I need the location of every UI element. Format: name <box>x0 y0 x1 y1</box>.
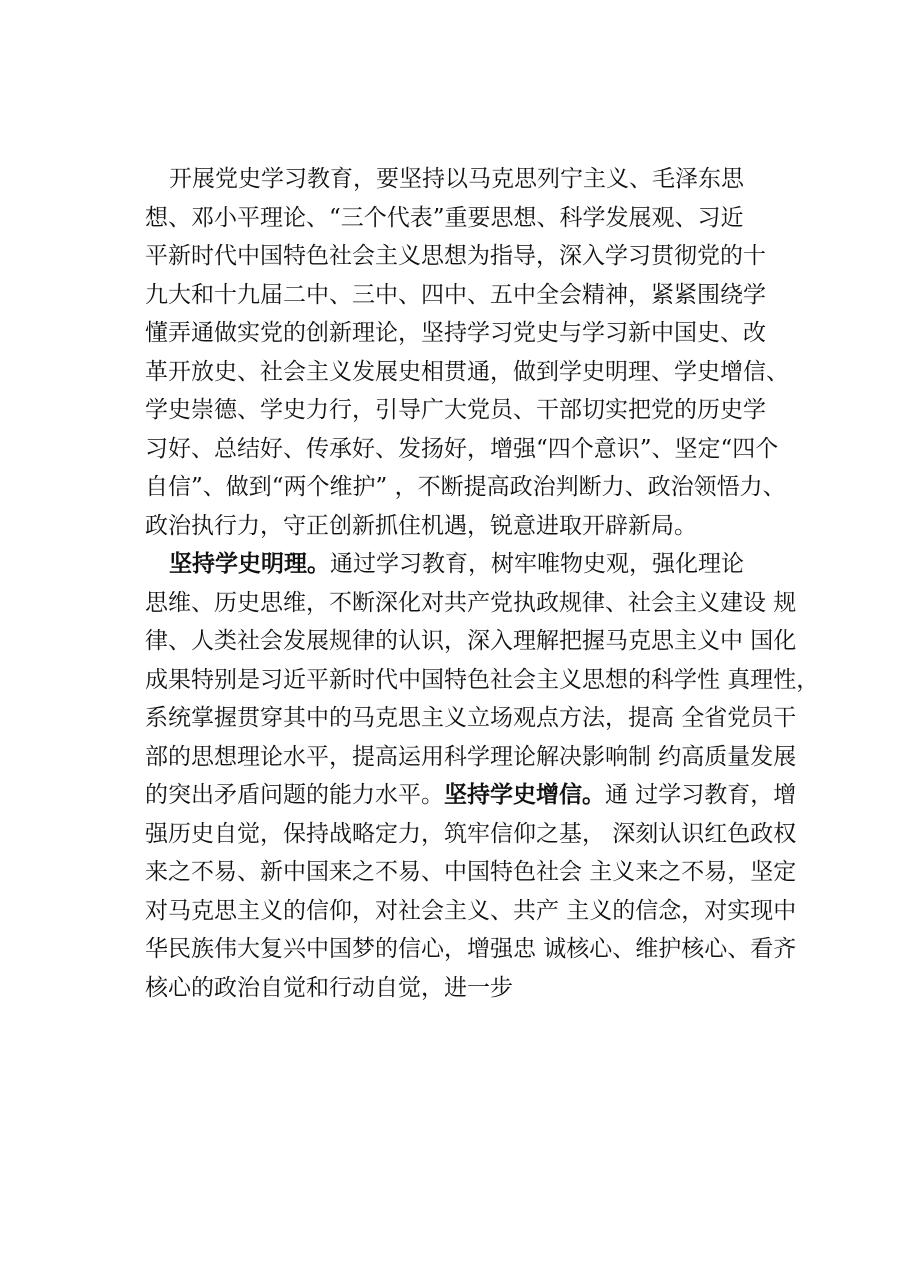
paragraph-2-line: 成果特别是习近平新时代中国特色社会主义思想的科学性 真理性， <box>145 666 820 693</box>
paragraph-2-text: 通过学习教育，树牢唯物史观，强化理论 <box>330 551 744 577</box>
paragraph-2-line: 华民族伟大复兴中国梦的信心，增强忠 诚核心、维护核心、看齐 <box>145 936 797 962</box>
paragraph-2-line: 部的思想理论水平，提高运用科学理论解决影响制 约高质量发展 <box>145 743 797 770</box>
paragraph-2-line: 律、人类社会发展规律的认识，深入理解把握马克思主义中 国化 <box>145 628 797 654</box>
paragraph-1-line: 政治执行力，守正创新抓住机遇，锐意进取开辟新局。 <box>145 512 697 539</box>
paragraph-1-line: 革开放史、社会主义发展史相贯通，做到学史明理、学史增信、 <box>145 358 789 385</box>
paragraph-1-line: 懂弄通做实党的创新理论，坚持学习党史与学习新中国史、改 <box>145 320 766 346</box>
paragraph-1-line: 九大和十九届二中、三中、四中、五中全会精神，紧紧围绕学 <box>145 281 766 308</box>
paragraph-1-line: 自信”、做到“两个维护” ，不断提高政治判断力、政治领悟力、 <box>145 474 786 500</box>
paragraph-1-line: 想、邓小平理论、“三个代表”重要思想、科学发展观、习近 <box>145 204 744 231</box>
paragraph-2-text: 通 过学习教育，增 <box>605 782 797 808</box>
paragraph-2-line <box>145 776 825 815</box>
paragraph-2-line: 对马克思主义的信仰，对社会主义、共产 主义的信念，对实现中 <box>145 897 797 924</box>
paragraph-2-line: 思维、历史思维，不断深化对共产党执政规律、社会主义建设 规 <box>145 589 797 616</box>
body-text <box>145 160 825 1007</box>
heading-xueshi-zengxin: 坚持学史增信。 <box>444 782 605 808</box>
heading-xueshi-mingli: 坚持学史明理。 <box>169 551 330 577</box>
paragraph-2-text: 的突出矛盾问题的能力水平。 <box>145 782 444 808</box>
paragraph-1-line: 习好、总结好、传承好、发扬好，增强“四个意识”、坚定“四个 <box>145 435 779 462</box>
paragraph-2-line: 来之不易、新中国来之不易、中国特色社会 主义来之不易，坚定 <box>145 859 797 885</box>
paragraph-1-line: 开展党史学习教育，要坚持以马克思列宁主义、毛泽东思 <box>169 166 744 192</box>
paragraph-1-line: 学史崇德、学史力行，引导广大党员、干部切实把党的历史学 <box>145 397 766 423</box>
paragraph-1-line: 平新时代中国特色社会主义思想为指导，深入学习贯彻党的十 <box>145 243 766 269</box>
paragraph-2-line: 系统掌握贯穿其中的马克思主义立场观点方法，提高 全省党员干 <box>145 705 797 731</box>
paragraph-2-line: 强历史自觉，保持战略定力，筑牢信仰之基， 深刻认识红色政权 <box>145 820 797 847</box>
paragraph-2-line <box>145 545 825 584</box>
paragraph-2-line: 核心的政治自觉和行动自觉，进一步 <box>145 974 513 1001</box>
